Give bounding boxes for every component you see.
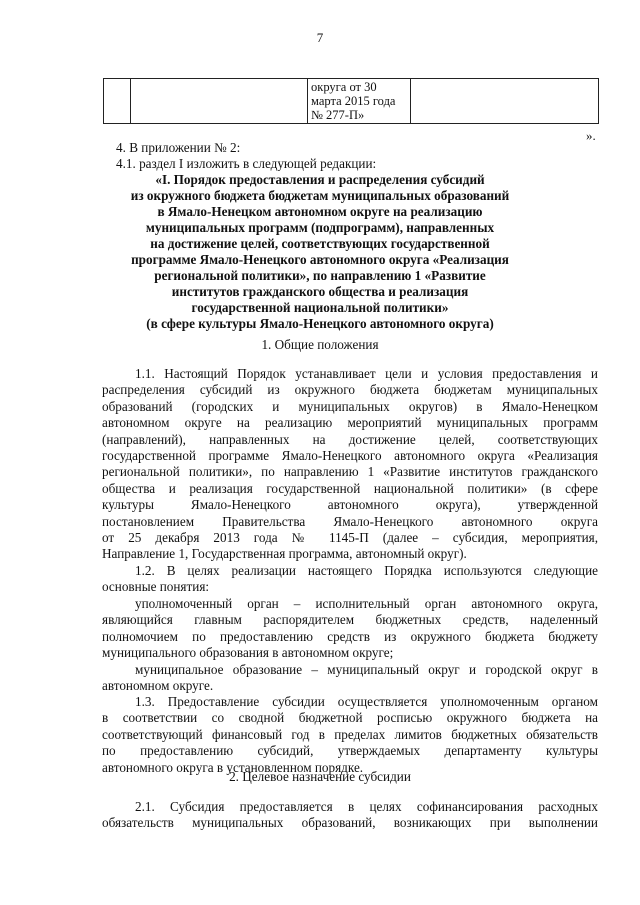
paragraph-line: муниципальное образование – муниципальный округ и городской округ в [135, 662, 598, 677]
paragraph-line: полномочием по предоставлению средств из окружного бюджета бюджету [102, 628, 598, 644]
section-heading-line: на достижение целей, соответствующих государственной [150, 236, 490, 251]
table-cell: округа от 30 марта 2015 года № 277-П» [308, 79, 411, 124]
section-heading-line: региональной политики», по направлению 1 «Развитие [154, 268, 486, 283]
section-heading-line: (в сфере культуры Ямало-Ненецкого автономного округа) [146, 316, 494, 331]
section-heading-line: государственной национальной политики» [191, 300, 449, 315]
section-heading-line: программе Ямало-Ненецкого автономного округа «Реализация [131, 252, 509, 267]
paragraph-line: являющийся главным распорядителем бюджетных средств, наделенный [102, 612, 598, 628]
paragraph-line: образований (городских и муниципальных округов) в Ямало-Ненецком [102, 398, 598, 414]
paragraph-line: муниципального образования в автономном округе; [102, 645, 394, 661]
table-row [104, 79, 599, 124]
paragraph-line: культуры Ямало-Ненецкого автономного округа), утвержденной [102, 497, 598, 513]
paragraph-line: автономном округе на реализацию мероприятий муниципальных программ [102, 415, 598, 431]
table-cell [131, 79, 308, 124]
paragraph-line: (направлений), направленных на достижение целей, соответствующих [102, 431, 598, 447]
section-heading-line: институтов гражданского общества и реализация [171, 284, 469, 299]
paragraph-line: основные понятия: [102, 579, 210, 595]
paragraph-line: 1.1. Настоящий Порядок устанавливает цели и условия предоставления и [135, 366, 598, 381]
table-fragment [103, 78, 599, 124]
section-heading-line: «I. Порядок предоставления и распределения субсидий [155, 172, 485, 187]
paragraph-line: автономного округа в установленном порядке. [102, 759, 364, 775]
page-number: 7 [316, 30, 324, 45]
paragraph-line: государственной программе Ямало-Ненецкого автономного округа «Реализация [102, 448, 598, 463]
paragraph-line: обязательств муниципальных образований, возникающих при выполнении [102, 815, 598, 830]
paragraph-line: 1.3. Предоставление субсидии осуществляется уполномоченным органом [135, 694, 598, 709]
paragraph-line: распределения субсидий из окружного бюджета бюджетам муниципальных [102, 382, 598, 398]
paragraph-line: постановлением Правительства Ямало-Ненецкого автономного округа [102, 513, 598, 529]
paragraph-line: по предоставлению субсидий, утверждаемых департаменту культуры [102, 743, 598, 759]
closing-quote: ». [586, 128, 596, 143]
section-heading-line: из окружного бюджета бюджетам муниципальных образований [130, 188, 510, 203]
section-title: 2. Целевое назначение субсидии [229, 769, 411, 784]
amendment-item: 4. В приложении № 2: [116, 140, 241, 155]
paragraph-line: от 25 декабря 2013 года № 1145-П (далее – субсидия, мероприятия, [102, 530, 598, 545]
amendment-subitem: 4.1. раздел I изложить в следующей редакции: [116, 156, 377, 171]
paragraph-line: соответствующий финансовый год в пределах лимитов бюджетных обязательств [102, 726, 598, 742]
paragraph-line: общества и реализация государственной национальной политики» (в сфере [102, 480, 598, 496]
paragraph-line: Направление 1, Государственная программа, автономный округ). [102, 546, 467, 562]
paragraph-line: 1.2. В целях реализации настоящего Порядка используются следующие [135, 563, 598, 578]
table-cell [104, 79, 131, 124]
paragraph-line: уполномоченный орган – исполнительный орган автономного округа, [135, 596, 598, 611]
paragraph-line: в соответствии со сводной бюджетной росписью окружного бюджета на [102, 710, 598, 726]
section-title: 1. Общие положения [261, 337, 379, 352]
section-heading-line: в Ямало-Ненецком автономном округе на реализацию [157, 204, 483, 219]
paragraph-line: региональной политики», по направлению 1 «Развитие институтов гражданского [102, 464, 598, 480]
section-heading-line: муниципальных программ (подпрограмм), направленных [145, 220, 495, 235]
table-cell [411, 79, 599, 124]
paragraph-line: автономном округе. [102, 678, 214, 694]
paragraph-line: 2.1. Субсидия предоставляется в целях софинансирования расходных [135, 799, 598, 814]
